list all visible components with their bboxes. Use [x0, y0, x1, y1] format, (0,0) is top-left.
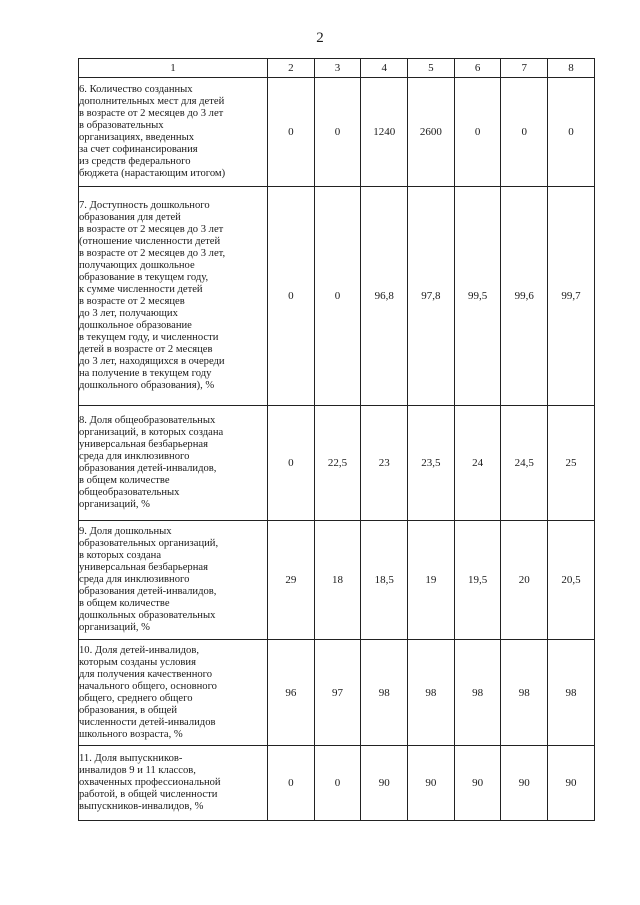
- indicator-label-line: дошкольное образование: [79, 320, 192, 331]
- value-cell: 18: [314, 521, 361, 640]
- indicator-label-line: в возрасте от 2 месяцев до 3 лет,: [79, 248, 226, 259]
- value-cell: 0: [268, 187, 315, 406]
- indicator-label-line: детей в возрасте от 2 месяцев: [79, 344, 213, 355]
- value-cell: 23,5: [408, 406, 455, 521]
- indicator-label-line: образования детей-инвалидов,: [79, 586, 217, 597]
- indicator-label-line: 9. Доля дошкольных: [79, 526, 172, 537]
- table-row: [79, 521, 595, 640]
- column-header: 3: [314, 59, 361, 78]
- column-header: 7: [501, 59, 548, 78]
- indicator-label-line: образовательных организаций,: [79, 538, 219, 549]
- table-header-row: [79, 59, 595, 78]
- indicator-label-line: в общем количестве: [79, 598, 170, 609]
- value-cell: 90: [361, 746, 408, 821]
- indicator-label-line: до 3 лет, получающих: [79, 308, 178, 319]
- column-header: 5: [408, 59, 455, 78]
- indicator-label-line: в образовательных: [79, 120, 164, 131]
- indicator-label-line: в возрасте от 2 месяцев до 3 лет: [79, 108, 224, 119]
- indicator-label: [79, 187, 268, 406]
- value-cell: 98: [501, 640, 548, 746]
- value-cell: 24: [454, 406, 501, 521]
- value-cell: 0: [268, 406, 315, 521]
- value-cell: 99,5: [454, 187, 501, 406]
- value-cell: 99,7: [548, 187, 595, 406]
- indicator-label-line: универсальная безбарьерная: [79, 562, 208, 573]
- table-row: [79, 640, 595, 746]
- value-cell: 20,5: [548, 521, 595, 640]
- value-cell: 19: [408, 521, 455, 640]
- indicator-label: [79, 406, 268, 521]
- indicator-label-line: выпускников-инвалидов, %: [79, 801, 204, 812]
- indicator-label-line: до 3 лет, находящихся в очереди: [79, 356, 225, 367]
- indicator-label-line: к сумме численности детей: [79, 284, 203, 295]
- value-cell: 0: [314, 78, 361, 187]
- indicator-label: [79, 78, 268, 187]
- value-cell: 97: [314, 640, 361, 746]
- value-cell: 90: [548, 746, 595, 821]
- indicator-label-line: охваченных профессиональной: [79, 777, 221, 788]
- indicators-table: [78, 58, 595, 821]
- value-cell: 0: [548, 78, 595, 187]
- value-cell: 22,5: [314, 406, 361, 521]
- indicator-label-line: которым созданы условия: [79, 656, 196, 668]
- indicator-label: [79, 521, 268, 640]
- indicator-label-line: получающих дошкольное: [79, 260, 195, 271]
- indicator-label-line: образования, в общей: [79, 704, 178, 716]
- indicator-label-line: на получение в текущем году: [79, 368, 212, 379]
- indicator-label-line: в возрасте от 2 месяцев до 3 лет: [79, 224, 224, 235]
- value-cell: 90: [454, 746, 501, 821]
- indicator-label-line: дошкольных образовательных: [79, 610, 216, 621]
- indicator-label-line: общего, среднего общего: [79, 692, 193, 704]
- indicator-label: [79, 746, 268, 821]
- value-cell: 98: [454, 640, 501, 746]
- indicator-label-line: в общем количестве: [79, 475, 170, 486]
- value-cell: 98: [361, 640, 408, 746]
- value-cell: 0: [314, 746, 361, 821]
- column-header: 8: [548, 59, 595, 78]
- indicator-label-line: работой, в общей численности: [79, 789, 218, 800]
- value-cell: 1240: [361, 78, 408, 187]
- indicator-label-line: школьного возраста, %: [79, 728, 183, 740]
- indicator-label-line: 7. Доступность дошкольного: [79, 200, 210, 211]
- indicator-label-line: организациях, введенных: [79, 132, 195, 143]
- indicator-label-line: численности детей-инвалидов: [79, 716, 216, 728]
- value-cell: 0: [268, 746, 315, 821]
- value-cell: 0: [314, 187, 361, 406]
- value-cell: 90: [501, 746, 548, 821]
- value-cell: 0: [501, 78, 548, 187]
- column-header: 1: [79, 59, 268, 78]
- value-cell: 23: [361, 406, 408, 521]
- indicator-label-line: организаций, %: [79, 499, 150, 510]
- indicator-label-line: образования детей-инвалидов,: [79, 463, 217, 474]
- value-cell: 96: [268, 640, 315, 746]
- page-number: 2: [316, 30, 324, 46]
- indicator-label-line: образования для детей: [79, 212, 181, 223]
- value-cell: 20: [501, 521, 548, 640]
- indicator-label-line: дошкольного образования), %: [79, 380, 215, 391]
- table-body: [79, 78, 595, 821]
- indicator-label-line: организаций, %: [79, 622, 150, 633]
- value-cell: 0: [454, 78, 501, 187]
- indicator-label: [79, 640, 268, 746]
- column-header: 6: [454, 59, 501, 78]
- indicator-label-line: 11. Доля выпускников-: [79, 753, 183, 764]
- indicator-label-line: начального общего, основного: [79, 680, 217, 692]
- table-row: [79, 406, 595, 521]
- value-cell: 90: [408, 746, 455, 821]
- indicator-label-line: общеобразовательных: [79, 487, 180, 498]
- indicator-label-line: среда для инклюзивного: [79, 451, 190, 462]
- value-cell: 29: [268, 521, 315, 640]
- indicator-label-line: 10. Доля детей-инвалидов,: [79, 644, 199, 656]
- value-cell: 2600: [408, 78, 455, 187]
- value-cell: 24,5: [501, 406, 548, 521]
- value-cell: 18,5: [361, 521, 408, 640]
- table-row: [79, 746, 595, 821]
- column-header: 4: [361, 59, 408, 78]
- indicator-label-line: из средств федерального: [79, 156, 191, 167]
- value-cell: 98: [408, 640, 455, 746]
- value-cell: 96,8: [361, 187, 408, 406]
- indicator-label-line: инвалидов 9 и 11 классов,: [79, 765, 196, 776]
- indicator-label-line: среда для инклюзивного: [79, 574, 190, 585]
- indicator-label-line: дополнительных мест для детей: [79, 96, 225, 107]
- indicator-label-line: организаций, в которых создана: [79, 427, 224, 438]
- indicator-label-line: 6. Количество созданных: [79, 84, 193, 95]
- indicator-label-line: универсальная безбарьерная: [79, 439, 208, 450]
- indicator-label-line: за счет софинансирования: [79, 144, 198, 155]
- value-cell: 97,8: [408, 187, 455, 406]
- indicator-label-line: (отношение численности детей: [79, 236, 221, 247]
- value-cell: 19,5: [454, 521, 501, 640]
- indicator-label-line: в возрасте от 2 месяцев: [79, 296, 185, 307]
- indicator-label-line: бюджета (нарастающим итогом): [79, 168, 226, 179]
- indicator-label-line: образование в текущем году,: [79, 272, 209, 283]
- value-cell: 0: [268, 78, 315, 187]
- indicator-label-line: 8. Доля общеобразовательных: [79, 415, 216, 426]
- indicator-label-line: в которых создана: [79, 550, 162, 561]
- indicator-label-line: для получения качественного: [79, 668, 213, 680]
- table-row: [79, 187, 595, 406]
- indicator-label-line: в текущем году, и численности: [79, 332, 219, 343]
- value-cell: 98: [548, 640, 595, 746]
- value-cell: 99,6: [501, 187, 548, 406]
- value-cell: 25: [548, 406, 595, 521]
- column-header: 2: [268, 59, 315, 78]
- table-row: [79, 78, 595, 187]
